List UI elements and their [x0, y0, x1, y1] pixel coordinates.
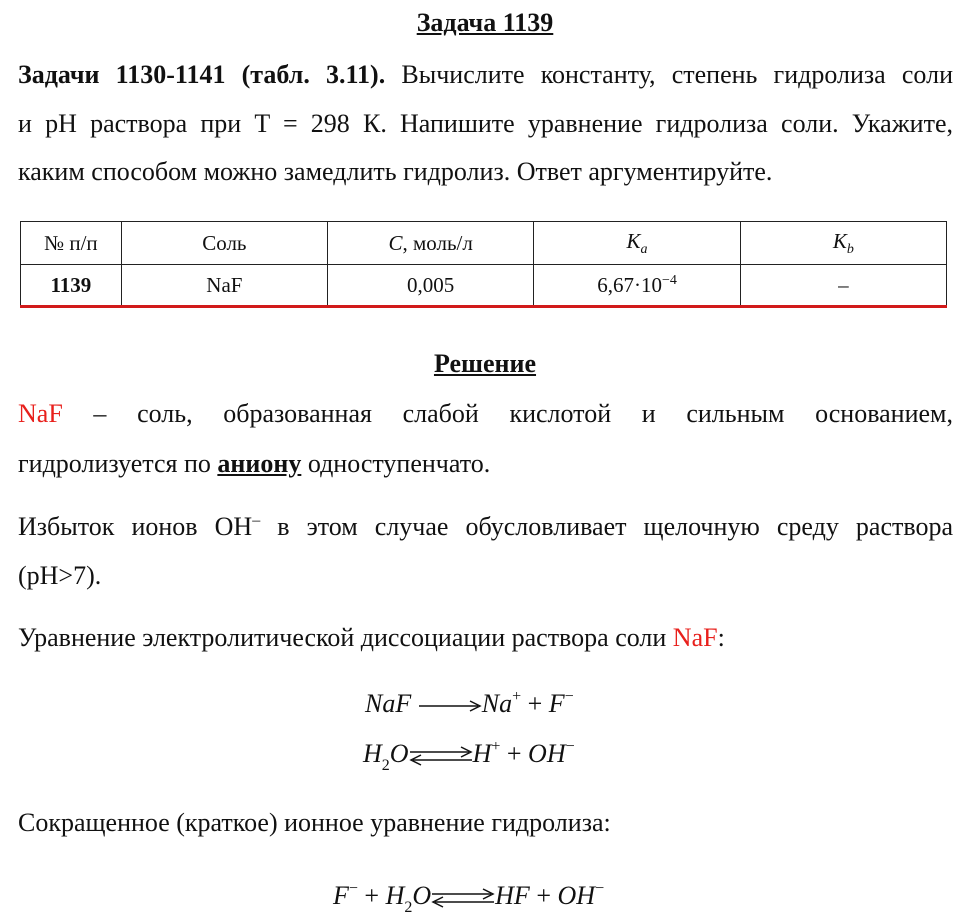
- header-ka: [534, 222, 740, 265]
- para2-sup: –: [252, 512, 261, 529]
- cell-ka-exp: −4: [661, 272, 677, 288]
- cell-num: 1139: [21, 265, 122, 307]
- eq2-right1: H: [472, 739, 492, 768]
- task-bold-prefix: Задачи 1130-1141 (табл. 3.11).: [18, 60, 386, 89]
- para1-line-2-after: одноступенчато.: [301, 449, 491, 478]
- equilibrium-arrow-icon: [409, 746, 473, 766]
- para3-text: Уравнение электролитической диссоциации раствора соли: [18, 623, 673, 652]
- header-salt: Соль: [121, 222, 327, 265]
- eq1-right2-charge: −: [564, 688, 574, 705]
- header-conc-symbol: C: [388, 230, 403, 255]
- eq3-a: F: [333, 881, 349, 910]
- header-num: № п/п: [21, 222, 122, 265]
- eq3-a-charge: −: [348, 880, 358, 897]
- task-line-1: [18, 60, 953, 90]
- para3-colon: :: [717, 623, 725, 652]
- eq2-left-sub: 2: [381, 757, 390, 774]
- para1-line-1-rest: – соль, образованная слабой кислотой и сильным основанием,: [62, 399, 953, 428]
- para2-line-2: (pH>7).: [18, 561, 102, 590]
- task-line-1-rest: Вычислите константу, степень гидролиза соли: [385, 60, 953, 89]
- para4: Сокращенное (краткое) ионное уравнение гидролиза:: [18, 808, 611, 837]
- equation-water-dissociation: [363, 738, 575, 775]
- solution-title: Решение: [433, 349, 537, 378]
- eq2-left-rest: O: [389, 739, 409, 768]
- eq2-left: H: [363, 739, 382, 768]
- task-line-3: каким способом можно замедлить гидролиз. Ответ аргументируйте.: [18, 157, 773, 186]
- equation-hydrolysis: [333, 880, 604, 917]
- para1-salt: NaF: [18, 399, 63, 428]
- eq3-d: OH: [557, 881, 596, 910]
- cell-ka-base: 6,67·10: [597, 272, 662, 297]
- equilibrium-arrow-icon: [431, 888, 495, 908]
- cell-ka: [534, 265, 740, 307]
- eq1-right2: F: [548, 689, 565, 718]
- eq3-c: HF: [495, 881, 530, 910]
- eq3-b-rest: O: [412, 881, 432, 910]
- task-line-2: и pH раствора при T = 298 К. Напишите уравнение гидролиза соли. Укажите,: [18, 109, 953, 138]
- para3-salt: NaF: [672, 623, 718, 652]
- eq1-left: NaF: [365, 689, 412, 718]
- header-concentration: [328, 222, 534, 265]
- para2-line-1: [18, 512, 953, 542]
- eq1-plus: +: [521, 689, 549, 718]
- eq1-right1-charge: +: [512, 688, 522, 705]
- header-ka-sub: a: [640, 241, 648, 257]
- eq3-d-charge: −: [595, 880, 605, 897]
- eq3-plus1: +: [357, 881, 386, 910]
- eq3-plus2: +: [529, 881, 558, 910]
- eq2-right1-charge: +: [491, 738, 501, 755]
- eq2-right2: OH: [528, 739, 566, 768]
- header-kb-sub: b: [846, 241, 854, 257]
- para2-before: Избыток ионов OH: [18, 512, 253, 541]
- eq3-b-sub: 2: [404, 899, 413, 916]
- para1-line-2-before: гидролизуется по: [18, 449, 218, 478]
- para2-after: в этом случае обусловливает щелочную среду раствора: [260, 512, 953, 541]
- header-conc-unit: , моль/л: [402, 230, 473, 255]
- para3: [18, 623, 953, 653]
- cell-conc: 0,005: [328, 265, 534, 307]
- header-ka-symbol: K: [626, 228, 641, 253]
- problem-title: Задача 1139: [416, 8, 554, 37]
- para1-line-1: [18, 399, 953, 429]
- equation-dissociation-naf: [365, 688, 574, 719]
- para1-anion: аниону: [217, 449, 302, 478]
- forward-arrow-icon: [418, 698, 482, 714]
- header-kb: [740, 222, 946, 265]
- eq2-right2-charge: −: [565, 738, 575, 755]
- eq3-b: H: [385, 881, 405, 910]
- para1-line-2: [18, 449, 953, 479]
- header-kb-symbol: K: [832, 228, 847, 253]
- cell-kb: –: [740, 265, 946, 307]
- table-header-row: [21, 222, 947, 265]
- eq2-plus: +: [500, 739, 529, 768]
- table-row: [21, 265, 947, 307]
- data-table: [20, 221, 947, 308]
- eq1-right1: Na: [481, 689, 513, 718]
- cell-salt: NaF: [121, 265, 327, 307]
